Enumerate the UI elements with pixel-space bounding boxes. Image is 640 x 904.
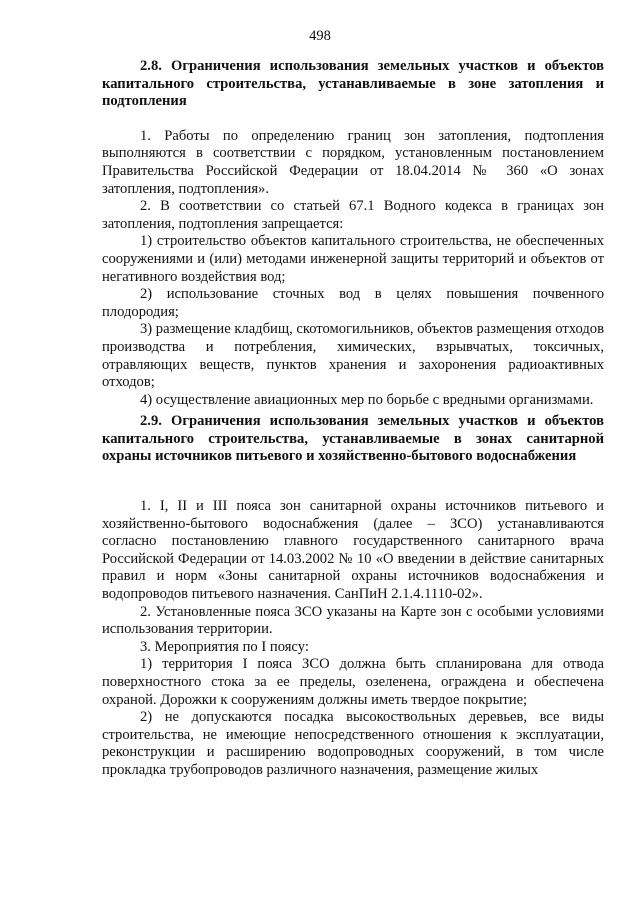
page-number: 498 [309,28,331,44]
paragraph-2-9-3: 3. Мероприятия по I поясу: [140,638,309,655]
list-item-2-9-2: 2) не допускаются посадка высокоствольных деревьев, все виды строительства, не имеющие непосредственного отношения к эксплуатации, реконструкции и расширению водопроводных сооружений, в том числе прокладка трубопроводов различного назначения, размещение жилых [102,709,604,778]
paragraph-2-8-1: 1. Работы по определению границ зон затопления, подтопления выполняются в соответствии с порядком, установленным постановлением Правительства Российской Федерации от 18.04.2014 № 360 «О зонах затопления, подтопления». [102,127,604,197]
section-2-9-heading: 2.9. Ограничения использования земельных участков и объектов капитального строительства, устанавливаемые в зонах санитарной охраны источников питьевого и хозяйственно-бытового водоснабжения [102,413,604,465]
document-body [102,58,604,780]
paragraph-2-9-1: 1. I, II и III пояса зон санитарной охраны источников питьевого и хозяйственно-бытового водоснабжения (далее – ЗСО) устанавливаются согласно постановлению главного государственного санитарного врача Российской Федерации от 14.03.2002 № 10 «О введении в действие санитарных правил и норм «Зоны санитарной охраны источников водоснабжения и водопроводов питьевого назначения. СанПиН 2.1.4.1110-02». [102,498,604,603]
list-item-2-8-3: 3) размещение кладбищ, скотомогильников, объектов размещения отходов производства и потребления, химических, взрывчатых, токсичных, отравляющих веществ, пунктов хранения и захоронения радиоактивных отходов; [102,321,604,391]
list-item-2-8-1: 1) строительство объектов капитального строительства, не обеспеченных сооружениями и (или) методами инженерной защиты территорий и объектов от негативного воздействия вод; [102,233,604,285]
section-2-8-heading: 2.8. Ограничения использования земельных участков и объектов капитального строительства, устанавливаемые в зоне затопления и подтопления [102,58,604,110]
paragraph-2-8-2: 2. В соответствии со статьей 67.1 Водного кодекса в границах зон затопления, подтопления запрещается: [102,198,604,232]
paragraph-2-9-2: 2. Установленные пояса ЗСО указаны на Карте зон с особыми условиями использования территории. [102,603,604,638]
list-item-2-8-2: 2) использование сточных вод в целях повышения почвенного плодородия; [102,286,604,320]
list-item-2-8-4: 4) осуществление авиационных мер по борьбе с вредными организмами. [140,391,594,408]
spacer [102,111,604,128]
list-item-2-9-1: 1) территория I пояса ЗСО должна быть спланирована для отвода поверхностного стока за ее пределы, озеленена, ограждена и обеспечена охраной. Дорожки к сооружениям должны иметь твердое покрытие; [102,656,604,708]
spacer [102,466,604,498]
